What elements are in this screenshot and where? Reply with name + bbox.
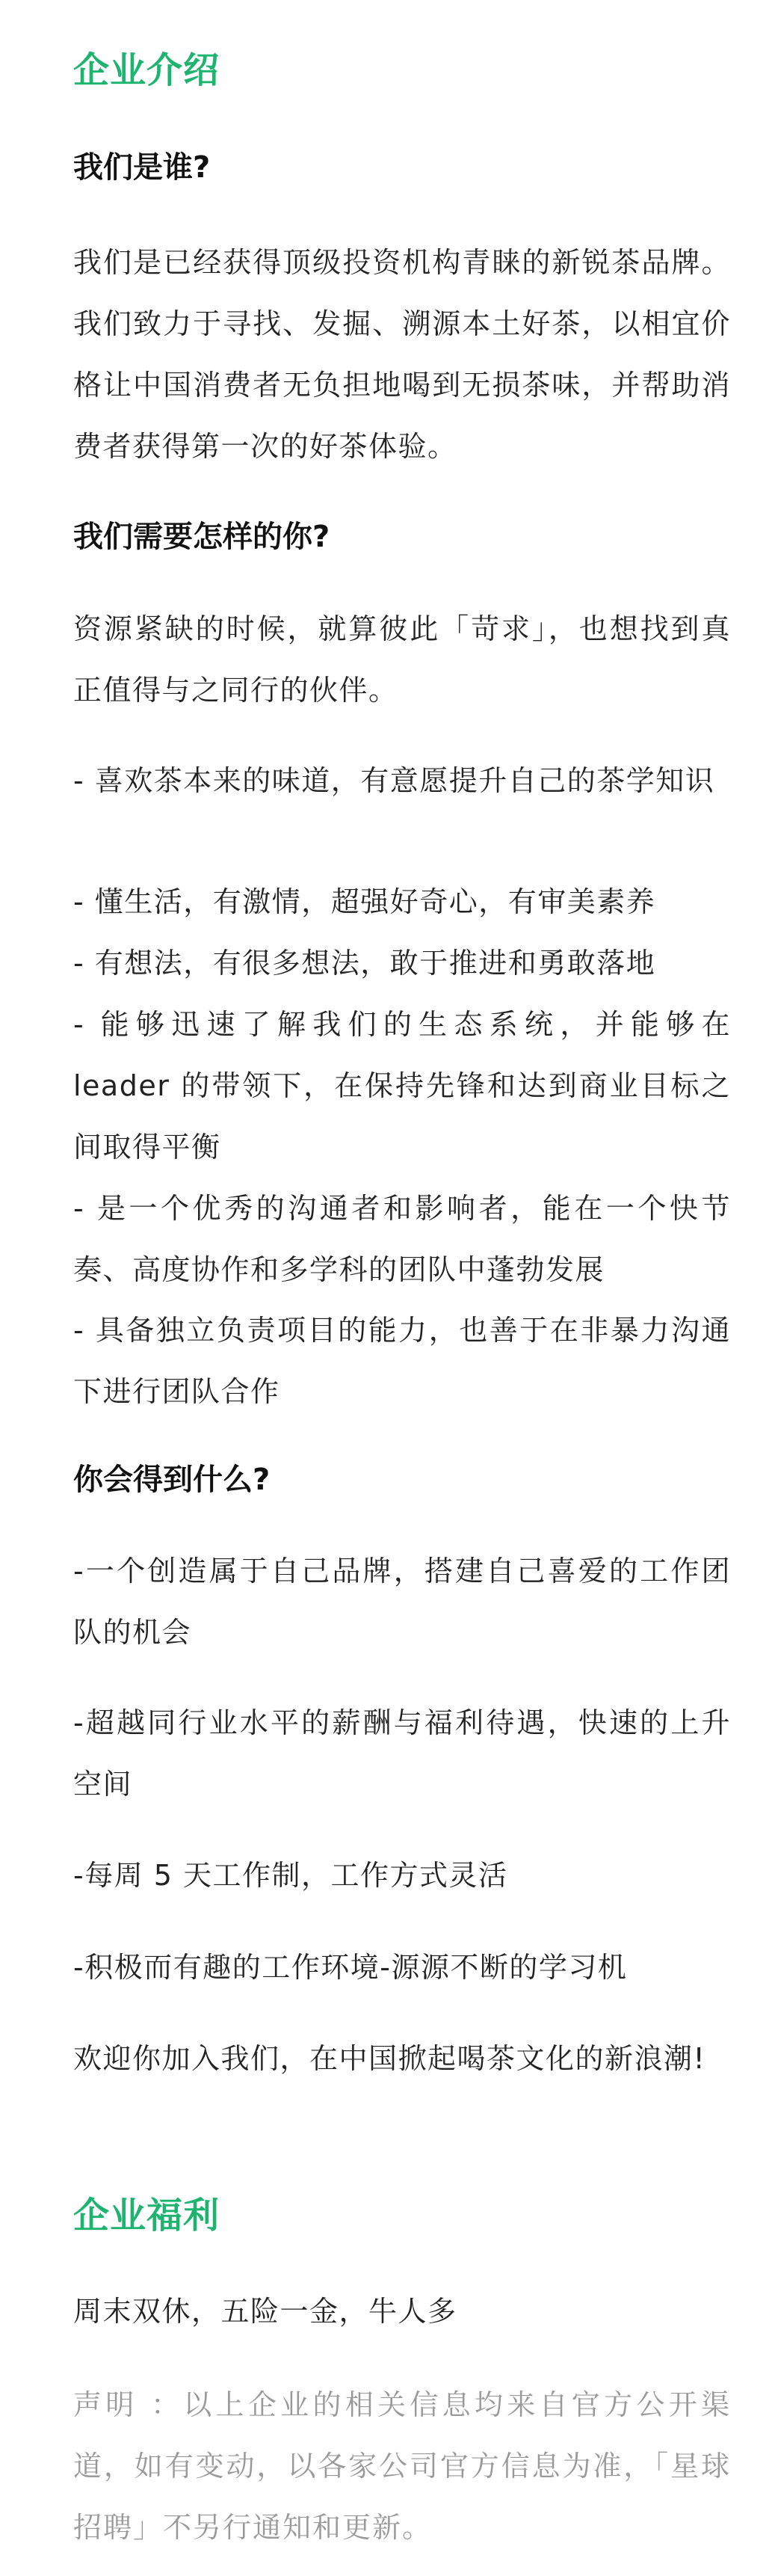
section-title-company-intro: 企业介绍 <box>73 49 220 91</box>
list-item-need-6: - 具备独立负责项目的能力，也善于在非暴力沟通下进行团队合作 <box>73 1314 731 1408</box>
list-item-gain-1: -一个创造属于自己品牌，搭建自己喜爱的工作团队的机会 <box>73 1555 731 1649</box>
disclaimer-note: 声明 ：以上企业的相关信息均来自官方公开渠道，如有变动，以各家公司官方信息为准，「星球招聘」不另行通知和更新。 <box>73 2388 731 2544</box>
list-item-gain-3: -每周 5 天工作制，工作方式灵活 <box>73 1859 508 1892</box>
paragraph-who-we-need: 资源紧缺的时候，就算彼此「苛求」，也想找到真正值得与之同行的伙伴。 <box>73 612 731 707</box>
paragraph-closing: 欢迎你加入我们，在中国掀起喝茶文化的新浪潮! <box>73 2042 706 2075</box>
list-item-gain-2: -超越同行业水平的薪酬与福利待遇，快速的上升空间 <box>73 1706 731 1801</box>
paragraph-benefits: 周末双休，五险一金，牛人多 <box>73 2295 457 2328</box>
list-item-need-4: - 能够迅速了解我们的生态系统，并能够在 leader 的带领下，在保持先锋和达到商业目标之间取得平衡 <box>73 1008 731 1163</box>
section-title-company-benefits: 企业福利 <box>73 2195 220 2237</box>
list-item-need-3: - 有想法，有很多想法，敢于推进和勇敢落地 <box>73 947 656 980</box>
heading-who-we-are: 我们是谁? <box>73 150 211 185</box>
heading-who-we-need: 我们需要怎样的你? <box>73 520 330 554</box>
list-item-need-5: - 是一个优秀的沟通者和影响者，能在一个快节奏、高度协作和多学科的团队中蓬勃发展 <box>73 1192 731 1286</box>
paragraph-who-we-are: 我们是已经获得顶级投资机构青睐的新锐茶品牌。我们致力于寻找、发掘、溯源本土好茶，以相宜价格让中国消费者无负担地喝到无损茶味，并帮助消费者获得第一次的好茶体验。 <box>73 246 731 463</box>
list-item-need-2: - 懂生活，有激情，超强好奇心，有审美素养 <box>73 885 656 918</box>
list-item-need-1: - 喜欢茶本来的味道，有意愿提升自己的茶学知识 <box>73 764 715 797</box>
heading-what-you-get: 你会得到什么? <box>73 1463 271 1497</box>
list-item-gain-4: -积极而有趣的工作环境-源源不断的学习机 <box>73 1951 628 1984</box>
